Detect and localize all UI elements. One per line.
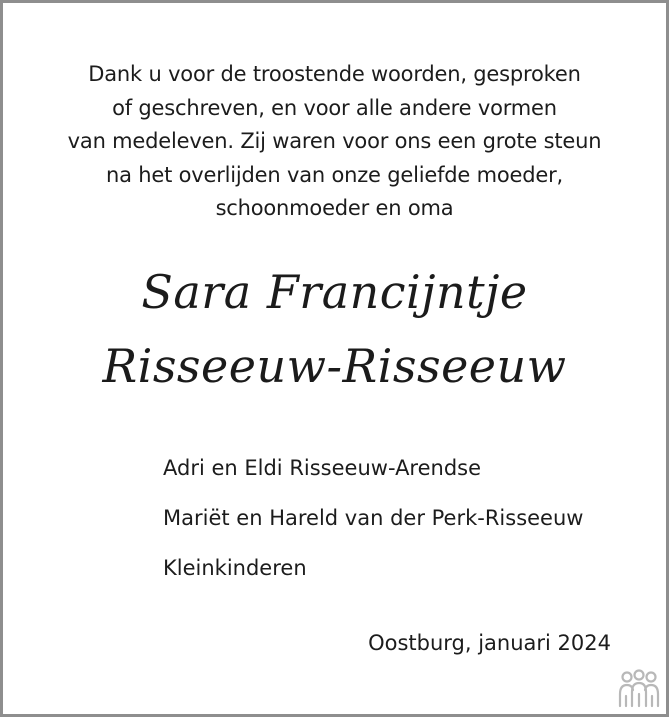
thank-you-line: na het overlijden van onze geliefde moeder,	[106, 162, 563, 187]
thank-you-line: van medeleven. Zij waren voor ons een grote steun	[67, 129, 602, 153]
signers-list	[163, 450, 583, 600]
thank-you-message	[3, 58, 666, 226]
thank-you-line: Dank u voor de troostende woorden, gesproken	[88, 62, 581, 86]
family-people-icon	[616, 668, 662, 710]
deceased-first-name: Sara Francijntje	[141, 265, 528, 319]
signer-name: Kleinkinderen	[163, 556, 307, 580]
thank-you-line: of geschreven, en voor alle andere vormen	[112, 95, 557, 120]
signer-name: Mariët en Hareld van der Perk-Risseeuw	[163, 506, 584, 530]
deceased-surname: Risseeuw-Risseeuw	[102, 339, 567, 393]
signer-name: Adri en Eldi Risseeuw-Arendse	[163, 456, 482, 480]
thank-you-line: schoonmoeder en oma	[215, 196, 454, 220]
place-and-date: Oostburg, januari 2024	[368, 631, 611, 655]
